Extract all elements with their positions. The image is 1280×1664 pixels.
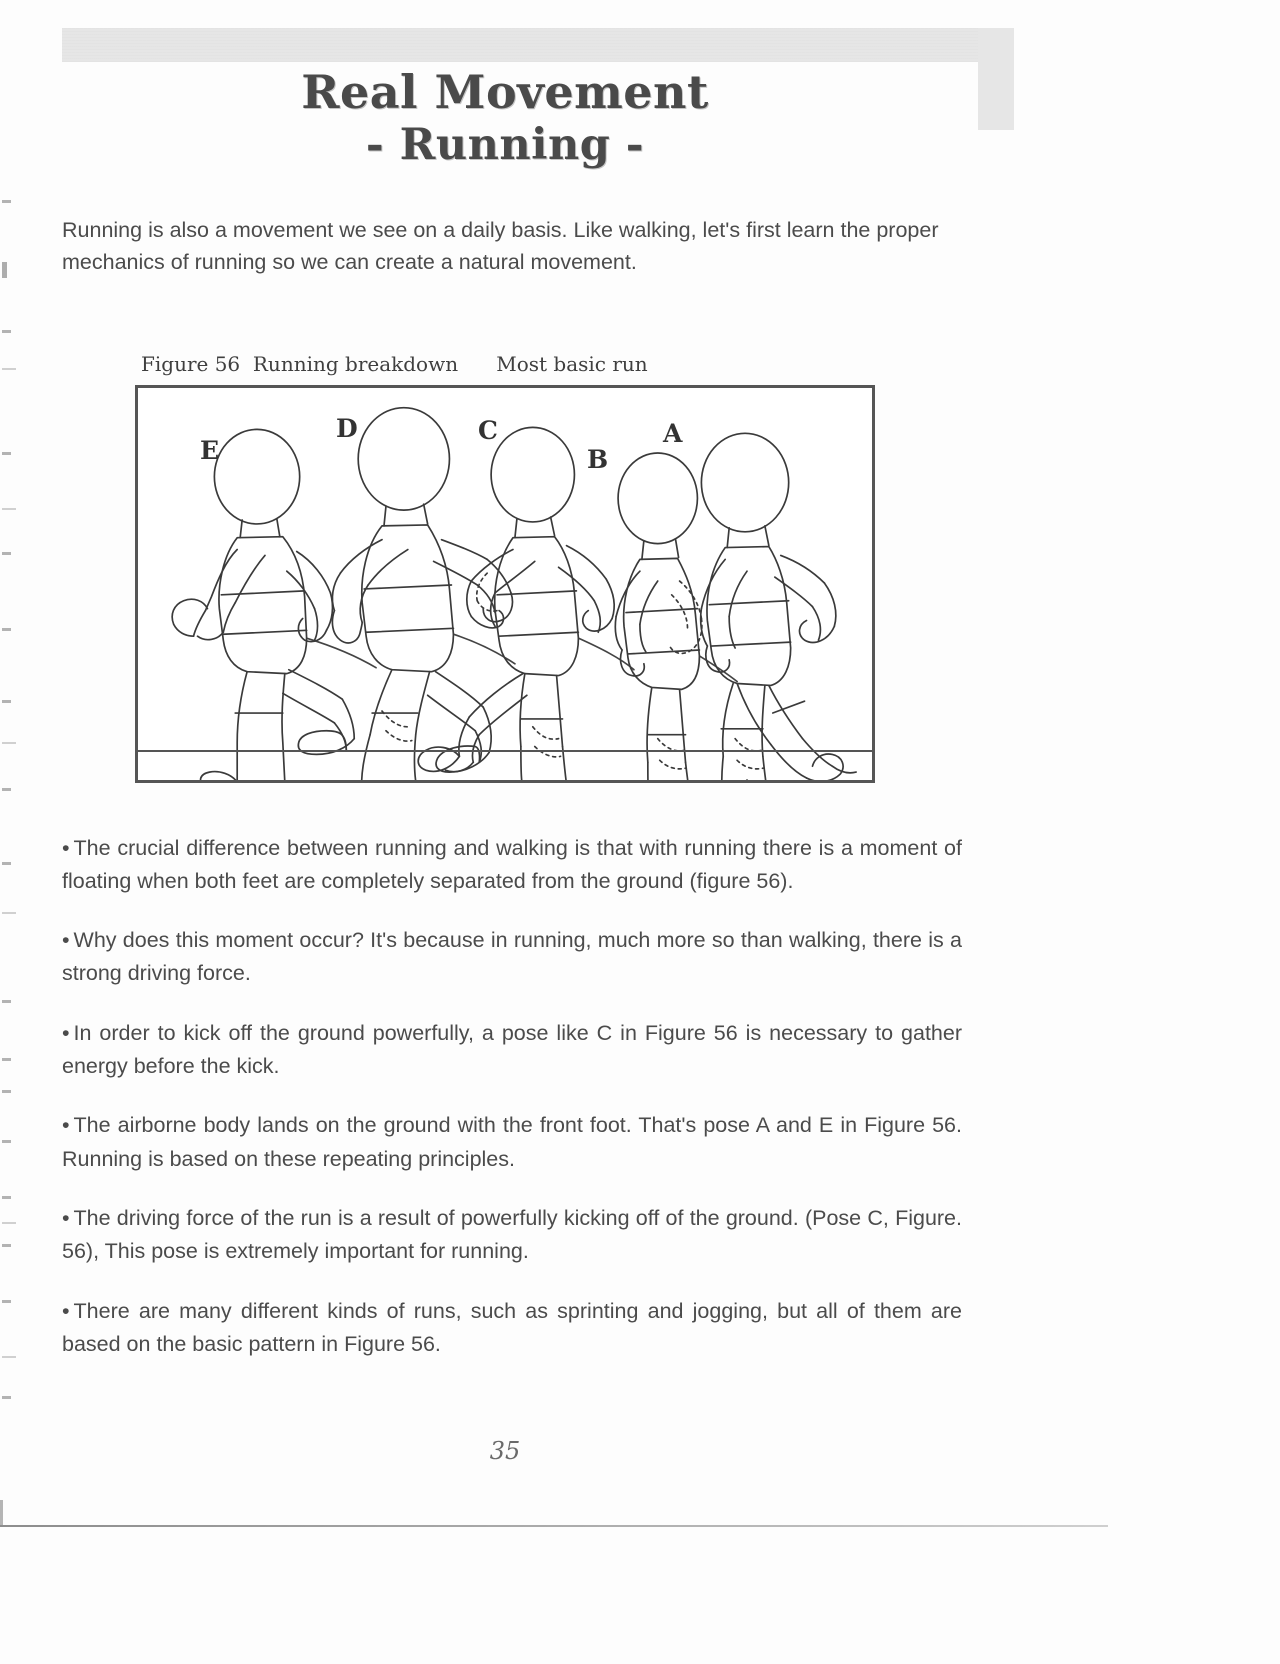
bullet-item	[62, 1202, 962, 1269]
intro-paragraph: Running is also a movement we see on a daily basis. Like walking, let's first learn the proper mechanics of running so we can create a natural movement.	[62, 217, 939, 275]
runner-figure-c	[418, 427, 614, 780]
running-breakdown-illustration	[138, 388, 872, 780]
scan-artifact-band-horizontal	[62, 28, 1014, 62]
figure-label-b: B	[587, 445, 609, 474]
scan-speck	[2, 1000, 11, 1003]
figure-ground-line	[138, 750, 872, 752]
page-title	[0, 65, 1010, 171]
figure-label-d: D	[336, 414, 358, 443]
bullet-text: In order to kick off the ground powerfully, a pose like C in Figure 56 is necessary to gather energy before the kick.	[62, 1020, 962, 1079]
scan-speck	[2, 912, 16, 914]
bullet-text: The crucial difference between running and walking is that with running there is a moment of floating when both feet are completely separated from the ground (figure 56).	[62, 835, 962, 893]
page-title-main: Real Movement	[301, 65, 709, 119]
scan-speck	[2, 552, 11, 555]
scan-speck	[2, 628, 11, 631]
figure-label-c: C	[478, 416, 498, 445]
scan-speck	[2, 508, 16, 510]
scan-speck	[2, 1090, 11, 1093]
scan-speck	[2, 788, 11, 791]
bullet-item	[62, 924, 962, 991]
bullet-text: The driving force of the run is a result of powerfully kicking off of the ground. (Pose C, Figure. 56), This pose is extremely important for running.	[62, 1206, 962, 1264]
runner-figure-e	[172, 429, 354, 780]
bullet-text: The airborne body lands on the ground with the front foot. That's pose A and E in Figure 56. Running is based on these repeating principles.	[62, 1113, 962, 1171]
bullet-text: Why does this moment occur? It's because in running, much more so than walking, there is a strong driving force.	[62, 928, 962, 986]
scan-speck	[2, 1244, 11, 1247]
bullet-marker: •	[62, 1113, 70, 1138]
scan-speck	[2, 1300, 11, 1303]
scan-speck	[2, 862, 11, 865]
page-number: 35	[489, 1437, 521, 1465]
bullet-marker: •	[62, 1298, 70, 1323]
scan-speck	[2, 1196, 11, 1199]
bullet-marker: •	[62, 1020, 70, 1045]
bullet-list	[62, 810, 962, 1361]
figure-caption: Figure 56 Running breakdown Most basic run	[141, 352, 648, 376]
scan-speck	[2, 1356, 16, 1358]
bullet-marker: •	[62, 1206, 70, 1230]
figure-label-e: E	[200, 436, 220, 465]
bullet-item	[62, 1295, 962, 1362]
scan-speck	[2, 1058, 11, 1061]
scan-speck	[2, 368, 16, 370]
scan-speck	[2, 452, 11, 455]
runner-figure-a	[687, 433, 857, 780]
scan-speck	[2, 1222, 16, 1224]
scan-speck	[2, 1396, 11, 1399]
bullet-item	[62, 1017, 962, 1084]
bullet-item	[62, 832, 962, 899]
scan-speck	[2, 330, 11, 333]
page-edge-tick	[0, 1500, 3, 1526]
page-bottom-rule	[0, 1525, 1108, 1527]
bullet-text: There are many different kinds of runs, such as sprinting and jogging, but all of them are based on the basic pattern in Figure 56.	[62, 1298, 962, 1356]
scan-speck	[2, 742, 16, 744]
runner-figure-d	[321, 408, 512, 780]
scan-speck	[2, 200, 11, 203]
figure-56-running-breakdown	[135, 385, 875, 783]
page-title-sub: - Running -	[365, 119, 645, 170]
bullet-item	[62, 1109, 962, 1176]
scan-speck	[2, 1140, 11, 1143]
bullet-marker: •	[62, 928, 70, 953]
scan-speck	[2, 700, 11, 703]
bullet-marker: •	[62, 835, 70, 860]
figure-label-a: A	[663, 419, 683, 448]
scan-speck	[2, 262, 7, 278]
